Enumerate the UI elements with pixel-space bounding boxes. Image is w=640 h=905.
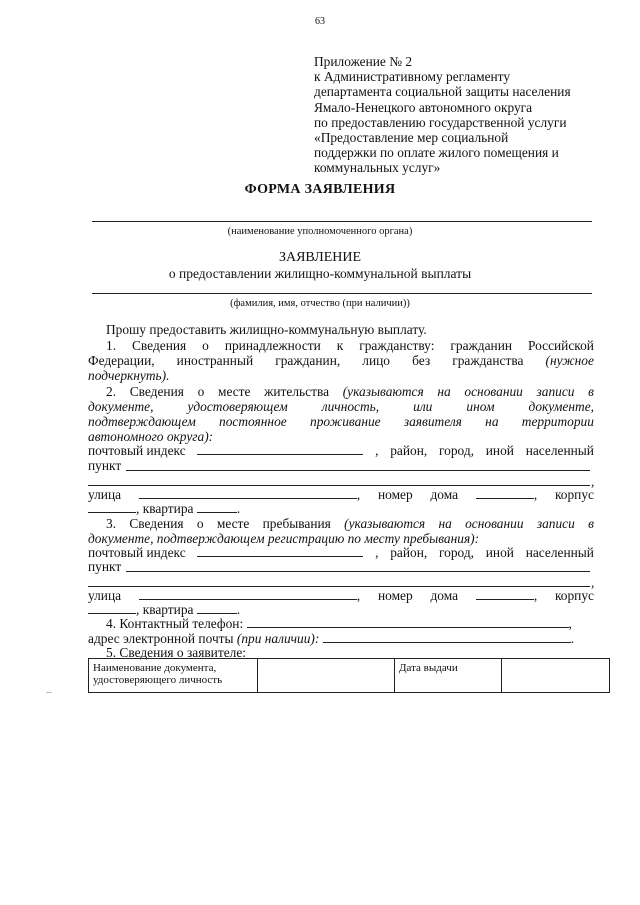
comma: , [591,575,595,590]
stay-postal-row [88,545,594,561]
issue-date-value-cell[interactable] [502,659,610,693]
street-label: улица [88,487,122,502]
note: в [588,384,594,399]
issue-date-label: Дата выдачи [399,662,458,674]
word: Сведения [129,384,184,399]
authority-caption: (наименование уполномоченного органа) [227,226,413,237]
note: (указываются [342,384,424,399]
doc-label-cell [89,659,258,693]
fio-field[interactable] [92,293,592,294]
appendix-line: «Предоставление мер социальной [314,130,509,146]
note: автономного округа): [88,429,214,444]
word: иной [485,545,514,560]
word: иной [485,443,514,458]
note: (нужное [545,353,594,368]
postal-label: почтовый индекс [88,545,186,560]
word: гражданин, [275,353,341,368]
word: документе, [528,399,594,414]
building-label: корпус [554,588,594,603]
email-label: адрес электронной почты [88,631,234,646]
stay-street-row: улица , номер дома , корпус [88,588,594,603]
fio-caption: (фамилия, имя, отчество (при наличии)) [230,298,410,309]
apartment-label: , квартира [136,501,194,516]
note: на [438,516,452,531]
word: территории [521,414,594,429]
appendix-line: департамента социальной защиты населения [314,84,571,100]
word: без [412,353,431,368]
word: Российской [527,338,594,353]
word: жительства [264,384,330,399]
email-row: адрес электронной почты (при наличии): . [88,631,575,646]
note: основании [464,384,523,399]
word: дома [430,487,459,502]
authority-name-field[interactable] [92,221,592,222]
s1-line-1 [106,338,594,354]
word: номер [377,588,413,603]
word: постоянное [219,414,287,429]
appendix-line: поддержки по оплате жилого помещения и [314,145,559,161]
residence-locality-field[interactable] [126,470,590,471]
note: на [437,384,451,399]
page-number: 63 [315,16,325,27]
s2-line-3 [88,414,594,430]
note: основании [465,516,524,531]
residence-apartment-row: , квартира . [88,501,240,517]
s2-line-2 [88,399,594,415]
word: гражданин [450,338,513,353]
comma: , [591,474,595,489]
appendix-line: коммунальных услуг» [314,160,441,176]
residence-apartment-field[interactable] [197,501,237,513]
email-note: (при наличии): [236,631,320,646]
word: месте [217,384,251,399]
appendix-line: Приложение № 2 [314,54,413,69]
statement-title: ЗАЯВЛЕНИЕ [278,250,362,265]
word: Федерации, [88,353,155,368]
word: удостоверяющем [187,399,288,414]
word: о [202,338,209,353]
statement-subtitle: о предоставлении жилищно-коммунальной выплаты [168,266,472,281]
word: номер [377,487,413,502]
word: Сведения [129,516,184,531]
residence-street-field[interactable] [139,487,357,499]
appendix-line: Ямало-Ненецкого автономного округа [314,99,533,115]
residence-locality-label: пункт [88,458,122,473]
word: пребывания [262,516,331,531]
word: населенный [525,443,594,458]
appendix-line: к Административному регламенту [314,69,511,85]
word: или [413,399,433,414]
word: город, [438,443,475,458]
phone-label: 4. Контактный телефон: [106,616,244,631]
applicant-table [88,658,610,693]
stay-postal-field[interactable] [197,545,363,557]
stay-house-field[interactable] [476,588,534,600]
word: дома [430,588,459,603]
residence-house-field[interactable] [476,487,534,499]
word: подтверждающем [88,414,196,429]
word: ином [466,399,495,414]
building-label: корпус [554,487,594,502]
stay-apartment-field[interactable] [197,602,237,614]
word: лицо [362,353,391,368]
doc-label-line: Наименование документа, [93,662,217,674]
phone-row: 4. Контактный телефон: , [106,616,572,631]
word: гражданству: [359,338,435,353]
note: записи [536,516,575,531]
appendix-line: по предоставлению государственной услуги [314,114,567,130]
street-label: улица [88,588,122,603]
table-row [89,659,610,693]
word: Сведения [132,338,187,353]
s2-line-1 [106,384,594,400]
stay-locality-field[interactable] [126,571,590,572]
word: район, [390,443,428,458]
email-field[interactable] [323,631,571,643]
scan-edge-mark [46,692,52,693]
applicant-label: 5. Сведения о заявителе: [106,645,246,660]
word: город, [438,545,475,560]
issue-date-label-cell [395,659,502,693]
word: 3. [106,516,117,531]
note: документе, подтверждающем регистрацию по месту пребывания): [88,531,480,546]
note: (указываются [344,516,426,531]
word: о [196,516,204,531]
s3-line-1 [106,516,594,532]
apartment-label: , квартира [136,602,194,617]
s1-line-3 [88,368,169,384]
note: в [588,516,594,531]
postal-label: почтовый индекс [88,443,186,458]
word: иностранный [176,353,254,368]
s1-line-2 [88,353,594,369]
word: личность, [321,399,380,414]
note: подчеркнуть). [88,368,170,383]
residence-building-field[interactable] [88,501,136,513]
comma: , [375,443,379,458]
word: гражданства [452,353,524,368]
appendix-header [314,54,571,176]
word: заявителя [403,414,462,429]
residence-locality-field-2[interactable] [88,485,590,486]
doc-label-line: удостоверяющего личность [93,674,223,686]
residence-street-row: улица , номер дома , корпус [88,487,594,502]
word: населенный [525,545,594,560]
note: записи [536,384,575,399]
word: к [336,338,344,353]
phone-field[interactable] [247,616,569,628]
stay-locality-label: пункт [88,559,122,574]
word: месте [216,516,250,531]
word: документе, [88,399,154,414]
stay-street-field[interactable] [139,588,357,600]
doc-value-cell[interactable] [258,659,395,693]
word: принадлежности [224,338,321,353]
word: проживание [310,414,381,429]
comma: , [375,545,379,560]
word: район, [390,545,428,560]
word: 2. [106,384,117,399]
stay-apartment-row: , квартира . [88,602,240,618]
word: 1. [106,338,117,353]
residence-postal-field[interactable] [197,443,363,455]
residence-postal-row [88,443,594,459]
form-title: ФОРМА ЗАЯВЛЕНИЯ [244,182,396,197]
word: на [485,414,499,429]
request-line: Прошу предоставить жилищно-коммунальную выплату. [106,322,427,337]
word: о [197,384,205,399]
stay-building-field[interactable] [88,602,136,614]
stay-locality-field-2[interactable] [88,586,590,587]
